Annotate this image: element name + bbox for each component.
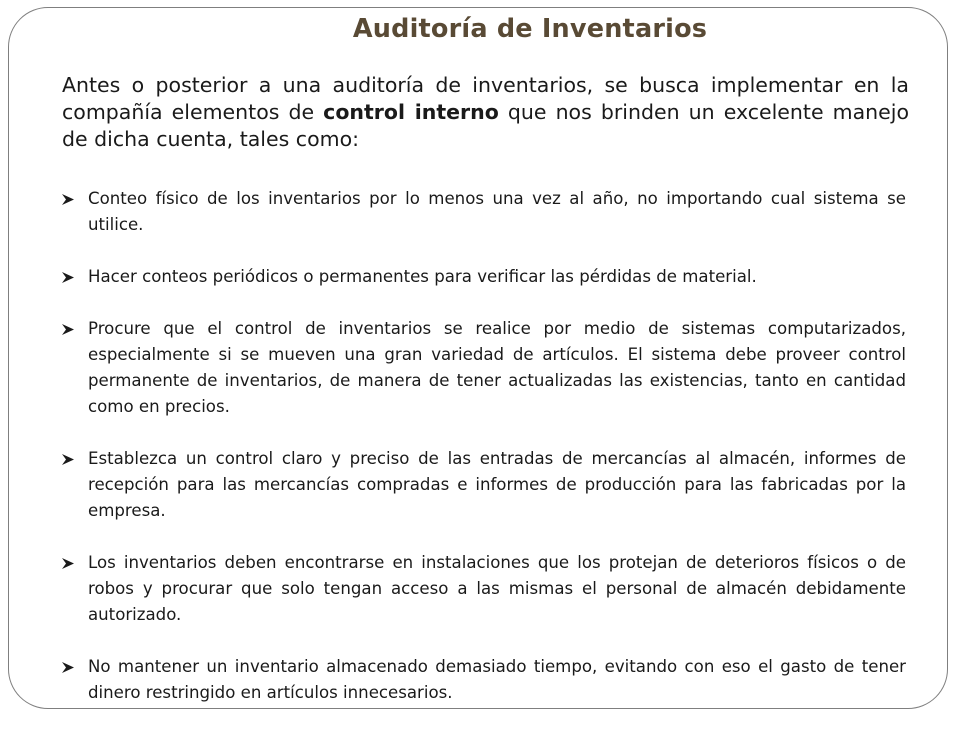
arrowhead-bullet-icon xyxy=(62,324,74,335)
bullet-text: Establezca un control claro y preciso de las entradas de mercancías al almacén, informes de recepción para las mercancías compradas e informes de producción para las fabricadas por la empresa. xyxy=(88,449,906,520)
intro-text-1: Antes o posterior a una auditoría de inventarios, se busca implementar en la compañía elementos de xyxy=(62,73,909,124)
intro-paragraph xyxy=(62,72,909,153)
arrowhead-bullet-icon xyxy=(62,454,74,465)
bullet-text: Conteo físico de los inventarios por lo menos una vez al año, no importando cual sistema se utilice. xyxy=(88,189,906,234)
bullet-text: Procure que el control de inventarios se realice por medio de sistemas computarizados, especialmente si se mueven una gran variedad de artículos. El sistema debe proveer control permanente de inventarios, de manera de tener actualizadas las existencias, tanto en cantidad como en precios. xyxy=(88,319,906,416)
bullet-text: Los inventarios deben encontrarse en instalaciones que los protejan de deterioros físicos o de robos y procurar que solo tengan acceso a las mismas el personal de almacén debidamente autorizado. xyxy=(88,553,906,624)
arrowhead-bullet-icon xyxy=(62,272,74,283)
list-item xyxy=(62,550,906,628)
list-item xyxy=(62,186,906,238)
bullet-text: Hacer conteos periódicos o permanentes para verificar las pérdidas de material. xyxy=(88,267,757,286)
intro-text-2: que nos brinden un excelente manejo de dicha cuenta, tales como: xyxy=(62,100,909,151)
bullet-list xyxy=(62,186,906,732)
arrowhead-bullet-icon xyxy=(62,558,74,569)
intro-bold-term: control interno xyxy=(323,100,499,124)
arrowhead-bullet-icon xyxy=(62,194,74,205)
bullet-text: No mantener un inventario almacenado demasiado tiempo, evitando con eso el gasto de tener dinero restringido en artículos innecesarios. xyxy=(88,657,906,702)
page-title: Auditoría de Inventarios xyxy=(352,14,708,44)
list-item xyxy=(62,264,906,290)
list-item xyxy=(62,316,906,420)
arrowhead-bullet-icon xyxy=(62,662,74,673)
list-item xyxy=(62,654,906,706)
list-item xyxy=(62,446,906,524)
